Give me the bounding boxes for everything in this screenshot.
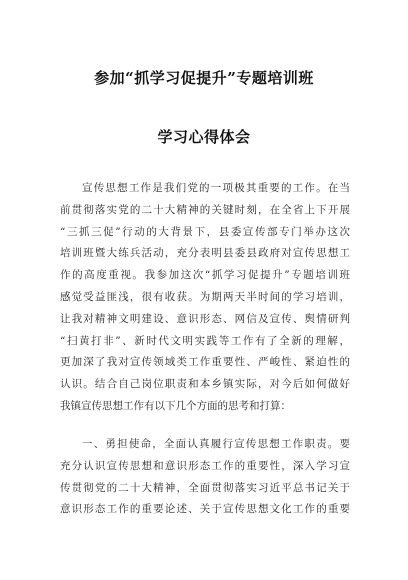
paragraph-line: 认识。结合自己岗位职责和本乡镇实际，对今后如何做好 bbox=[60, 378, 350, 391]
paragraph-line: 我镇宣传思想工作有以下几个方面的思考和打算： bbox=[60, 399, 291, 412]
paragraph-line: 培训班暨大练兵活动，充分表明县委县政府对宣传思想工 bbox=[60, 247, 350, 260]
paragraph-line: 意识形态工作的重要论述、关于宣传思想文化工作的重要 bbox=[60, 503, 350, 516]
paragraph-line: 感觉受益匪浅，很有收获。为期两天半时间的学习培训， bbox=[60, 290, 350, 303]
paragraph-line: 更加深了我对宣传领域类工作重要性、严峻性、紧迫性的 bbox=[60, 356, 350, 369]
paragraph-line: 让我对精神文明建设、意识形态、网信及宣传、舆情研判 bbox=[60, 312, 350, 325]
paragraph-line: 作的高度重视。我参加这次“抓学习促提升”专题培训班 bbox=[60, 269, 350, 282]
document-title: 参加“抓学习促提升”专题培训班 bbox=[94, 69, 314, 87]
paragraph-line: 充分认识宣传思想和意识形态工作的重要性，深入学习宣 bbox=[60, 459, 350, 472]
paragraph-intro bbox=[60, 178, 350, 418]
paragraph-line: “扫黄打非”、新时代文明实践等工作有了全新的理解， bbox=[60, 334, 350, 347]
paragraph-line: “三抓三促”行动的大背景下，县委宣传部专门举办这次 bbox=[60, 225, 350, 238]
paragraph-line: 宣传思想工作是我们党的一项极其重要的工作。在当 bbox=[82, 182, 350, 194]
document-subtitle: 学习心得体会 bbox=[157, 128, 251, 146]
paragraph-section-one bbox=[60, 434, 350, 521]
paragraph-line: 前贯彻落实党的二十大精神的关键时刻，在全省上下开展 bbox=[60, 203, 350, 216]
paragraph-line: 一、勇担使命，全面认真履行宣传思想工作职责。要 bbox=[82, 438, 350, 450]
paragraph-line: 传贯彻党的二十大精神，全面贯彻落实习近平总书记关于 bbox=[60, 481, 350, 494]
